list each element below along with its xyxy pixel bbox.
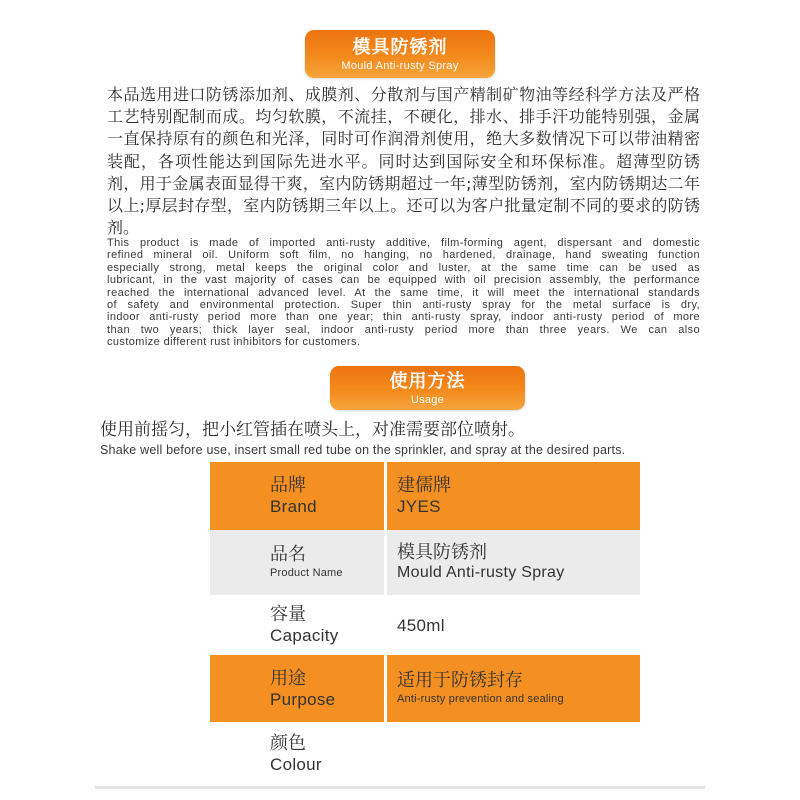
description-en-line: lubricant, in the vast majority of cases can be equipped with oil precision assembly, the performance xyxy=(107,274,700,287)
spec-value-en: Mould Anti-rusty Spray xyxy=(397,564,565,581)
description-en-line: indoor anti-rusty period more than one year; thin anti-rusty spray, indoor anti-rusty period of more xyxy=(107,311,700,324)
spec-label-cell xyxy=(210,722,387,785)
usage-instructions-cn: 使用前摇匀，把小红管插在喷头上，对准需要部位喷射。 xyxy=(100,420,525,440)
description-cn xyxy=(107,84,700,239)
spec-row-purpose xyxy=(210,655,640,722)
description-en-line: especially strong, metal keeps the original color and luster, at the same time can be used as xyxy=(107,261,700,274)
spec-label-cn: 用途 xyxy=(270,667,306,689)
usage-title-en: Usage xyxy=(410,394,445,406)
spec-label-cell xyxy=(210,595,387,655)
usage-instructions-en: Shake well before use, insert small red tube on the sprinkler, and spray at the desired parts. xyxy=(100,443,626,457)
description-en-line: reached the international advanced level. At the same time, it will meet the international standards xyxy=(107,286,700,299)
spec-label-cn: 容量 xyxy=(270,604,306,625)
spec-value-en: JYES xyxy=(397,497,441,516)
spec-row-brand xyxy=(210,462,640,530)
description-en-line: of safety and environmental protection. Super thin anti-rusty spray for the metal surface is dry, xyxy=(107,298,700,311)
spec-value-cn: 适用于防锈封存 xyxy=(397,670,523,691)
spec-value-cell xyxy=(387,530,637,595)
spec-label-en: Product Name xyxy=(270,567,343,579)
description-cn-line: 工艺特别配制而成。均匀软膜，不流挂，不硬化，排水、排手汗功能特别强，金属 xyxy=(107,107,700,127)
description-en-line: refined mineral oil. Uniform soft film, no hanging, no hardened, drainage, hand sweating function xyxy=(107,249,700,262)
spec-label-en: Colour xyxy=(270,754,322,774)
description-cn-line: 一直保持原有的颜色和光泽，同时可作润滑剂使用，绝大多数情况下可以带油精密 xyxy=(107,129,700,149)
spec-value-en: Anti-rusty prevention and sealing xyxy=(397,693,564,705)
description-en-line: customize different rust inhibitors for customers. xyxy=(107,336,361,349)
spec-value: 450ml xyxy=(397,615,445,635)
description-cn-line: 剂，用于金属表面显得干爽，室内防锈期超过一年;薄型防锈剂，室内防锈期达二年 xyxy=(107,173,700,193)
spec-value-cell xyxy=(387,655,637,722)
spec-label-en: Purpose xyxy=(270,689,336,709)
spec-value-cell xyxy=(387,462,637,530)
bottom-divider xyxy=(95,786,705,789)
description-en-line: This product is made of imported anti-rusty additive, film-forming agent, dispersant and domestic xyxy=(107,237,700,249)
spec-label-cn: 品名 xyxy=(270,544,306,565)
spec-value-cn: 模具防锈剂 xyxy=(397,542,487,563)
usage-title-cn: 使用方法 xyxy=(389,371,466,392)
spec-label-cell xyxy=(210,655,387,722)
description-cn-line: 装配，各项性能达到国际先进水平。同时达到国际安全和环保标准。超薄型防锈 xyxy=(107,151,700,171)
spec-row-product-name xyxy=(210,530,640,595)
spec-value-cn: 建儒牌 xyxy=(397,475,451,496)
description-cn-line: 以上;厚层封存型，室内防锈期三年以上。还可以为客户批量定制不同的要求的防锈 xyxy=(107,195,700,215)
usage-badge xyxy=(330,366,525,410)
spec-label-en: Brand xyxy=(270,497,317,516)
spec-label-en: Capacity xyxy=(270,626,339,645)
description-en-line: than two years; thick layer seal, indoor anti-rusty period more than three years. We can also xyxy=(107,323,700,336)
spec-value-cell xyxy=(387,722,637,785)
spec-value-cell xyxy=(387,595,637,655)
product-title-badge xyxy=(305,30,495,78)
spec-row-capacity xyxy=(210,595,640,655)
spec-label-cn: 品牌 xyxy=(270,475,306,496)
description-cn-line: 剂。 xyxy=(107,218,140,238)
product-title-en: Mould Anti-rusty Spray xyxy=(341,60,459,72)
spec-row-colour xyxy=(210,722,640,785)
description-cn-line: 本品选用进口防锈添加剂、成膜剂、分散剂与国产精制矿物油等经科学方法及严格 xyxy=(107,85,700,104)
spec-label-cell xyxy=(210,462,387,530)
spec-label-cn: 颜色 xyxy=(270,732,306,754)
description-en xyxy=(107,237,700,349)
spec-table xyxy=(210,462,640,785)
product-title-cn: 模具防锈剂 xyxy=(352,37,448,58)
spec-label-cell xyxy=(210,530,387,595)
